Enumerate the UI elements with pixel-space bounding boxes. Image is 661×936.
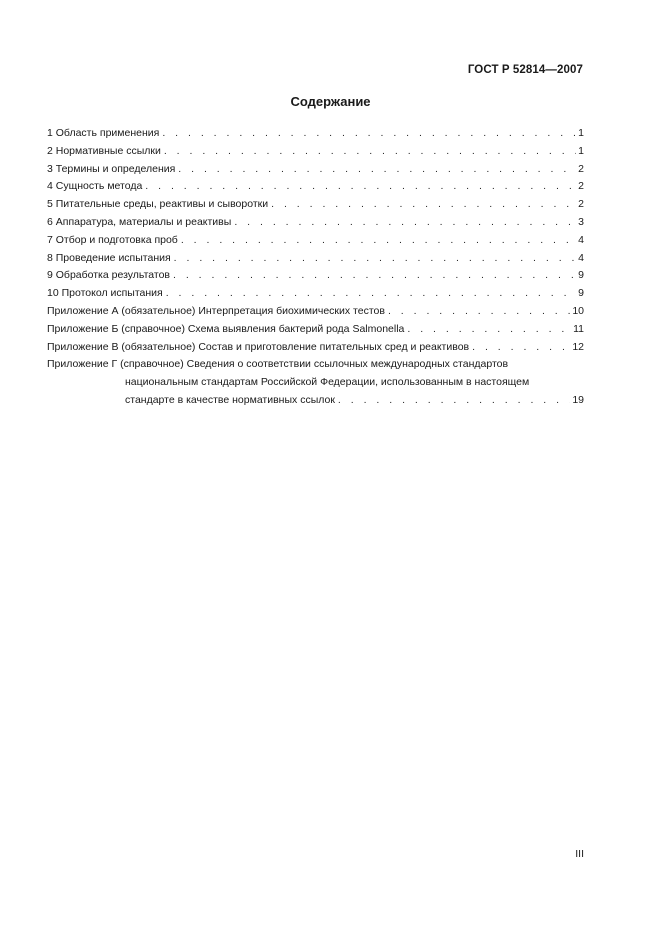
toc-entry-label-line2: национальным стандартам Российской Федерации, использованным в настоящем <box>125 376 530 389</box>
toc-entry-annex-v[interactable] <box>47 339 584 357</box>
toc-entry-annex-g[interactable] <box>47 356 584 409</box>
toc-entry-page: 19 <box>572 393 584 406</box>
toc-entry[interactable] <box>47 232 584 250</box>
toc-entry-label: 7 Отбор и подготовка проб <box>47 233 178 246</box>
toc-entry-page: 4 <box>578 251 584 264</box>
toc-dot-leader <box>142 178 576 196</box>
toc-entry[interactable] <box>47 250 584 268</box>
toc-entry-page: 9 <box>578 269 584 282</box>
toc-entry-label-line1: Приложение Г (справочное) Сведения о соответствии ссылочных международных стандартов <box>47 358 509 371</box>
toc-entry-page: 12 <box>572 340 584 353</box>
toc-dot-leader <box>170 267 576 285</box>
page-number: III <box>575 848 584 860</box>
toc-dot-leader <box>159 125 576 143</box>
toc-entry-page: 10 <box>572 304 584 317</box>
toc-entry-annex-a[interactable] <box>47 303 584 321</box>
toc-entry[interactable] <box>47 285 584 303</box>
toc-entry-label: Приложение А (обязательное) Интерпретация биохимических тестов <box>47 304 385 317</box>
toc-dot-leader <box>163 285 576 303</box>
toc-dot-leader <box>335 392 570 410</box>
toc-entry-page: 9 <box>578 287 584 300</box>
document-standard-number: ГОСТ Р 52814—2007 <box>467 64 583 76</box>
toc-entry-page: 2 <box>578 198 584 211</box>
toc-dot-leader <box>385 303 570 321</box>
toc-entry-page: 11 <box>573 322 584 335</box>
toc-entry[interactable] <box>47 125 584 143</box>
toc-dot-leader <box>178 232 576 250</box>
toc-entry-page: 4 <box>578 233 584 246</box>
toc-entry-label: 6 Аппаратура, материалы и реактивы <box>47 215 232 228</box>
toc-dot-leader <box>171 250 576 268</box>
toc-entry[interactable] <box>47 214 584 232</box>
toc-entry[interactable] <box>47 161 584 179</box>
toc-entry[interactable] <box>47 178 584 196</box>
toc-entry-page: 2 <box>578 180 584 193</box>
toc-entry-label: 3 Термины и определения <box>47 162 176 175</box>
toc-entry-label: 5 Питательные среды, реактивы и сыворотки <box>47 198 269 211</box>
toc-entry-page: 2 <box>578 162 584 175</box>
toc-entry-label: 8 Проведение испытания <box>47 251 171 264</box>
table-of-contents <box>47 125 584 410</box>
toc-dot-leader <box>175 161 576 179</box>
toc-entry-page: 1 <box>578 144 584 157</box>
toc-entry-label: 2 Нормативные ссылки <box>47 144 161 157</box>
toc-dot-leader <box>161 143 576 161</box>
toc-entry[interactable] <box>47 196 584 214</box>
toc-dot-leader <box>268 196 576 214</box>
toc-entry-annex-b[interactable] <box>47 321 584 339</box>
toc-entry[interactable] <box>47 267 584 285</box>
toc-entry-label: Приложение В (обязательное) Состав и приготовление питательных сред и реактивов <box>47 340 470 353</box>
toc-dot-leader <box>231 214 576 232</box>
toc-entry-label: Приложение Б (справочное) Схема выявления бактерий рода Salmonella <box>47 322 405 335</box>
toc-entry-label: 10 Протокол испытания <box>47 287 163 300</box>
page-title: Содержание <box>290 94 371 109</box>
toc-entry-label: 1 Область применения <box>47 127 160 139</box>
toc-entry[interactable] <box>47 143 584 161</box>
toc-entry-label: 4 Сущность метода <box>47 180 143 193</box>
toc-entry-last-line <box>47 392 584 410</box>
toc-entry-label-line3: стандарте в качестве нормативных ссылок <box>125 393 335 406</box>
toc-dot-leader <box>404 321 571 339</box>
toc-entry-page: 1 <box>578 127 584 139</box>
toc-dot-leader <box>469 339 570 357</box>
toc-entry-page: 3 <box>578 215 584 228</box>
toc-entry-label: 9 Обработка результатов <box>47 269 170 282</box>
